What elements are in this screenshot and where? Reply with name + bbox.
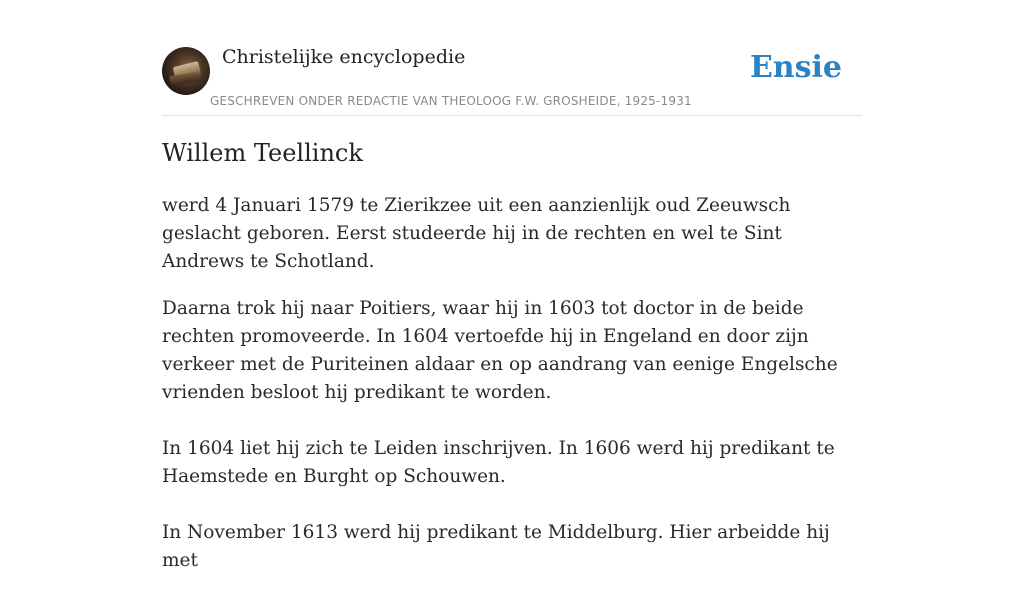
brand-logo[interactable]: Ensie — [749, 50, 842, 85]
site-title[interactable]: Christelijke encyclopedie — [222, 46, 466, 68]
article-paragraph: Daarna trok hij naar Poitiers, waar hij in 1603 tot doctor in de beide rechten promoveerde. In 1604 vertoefde hij in Engeland en door zijn verkeer met de Puriteinen aldaar en op aandrang van eenige Engelsche vrienden besloot hij predikant te worden. — [162, 298, 838, 403]
article-title: Willem Teellinck — [162, 139, 363, 167]
site-subtitle: GESCHREVEN ONDER REDACTIE VAN THEOLOOG F.W. GROSHEIDE, 1925-1931 — [210, 94, 692, 108]
article-paragraph: In 1604 liet hij zich te Leiden inschrijven. In 1606 werd hij predikant te Haemstede en Burght op Schouwen. — [162, 438, 835, 487]
article-paragraph: In November 1613 werd hij predikant te Middelburg. Hier arbeidde hij met — [162, 522, 830, 571]
site-header — [162, 0, 862, 116]
article-paragraph: werd 4 Januari 1579 te Zierikzee uit een aanzienlijk oud Zeeuwsch geslacht geboren. Eerst studeerde hij in de rechten en wel te Sint Andrews te Schotland. — [162, 195, 791, 272]
content-container — [162, 0, 862, 571]
paragraph-spacer — [162, 407, 862, 435]
encyclopedia-avatar[interactable] — [162, 47, 210, 95]
article-body — [162, 192, 862, 594]
paragraph-spacer — [162, 491, 862, 519]
